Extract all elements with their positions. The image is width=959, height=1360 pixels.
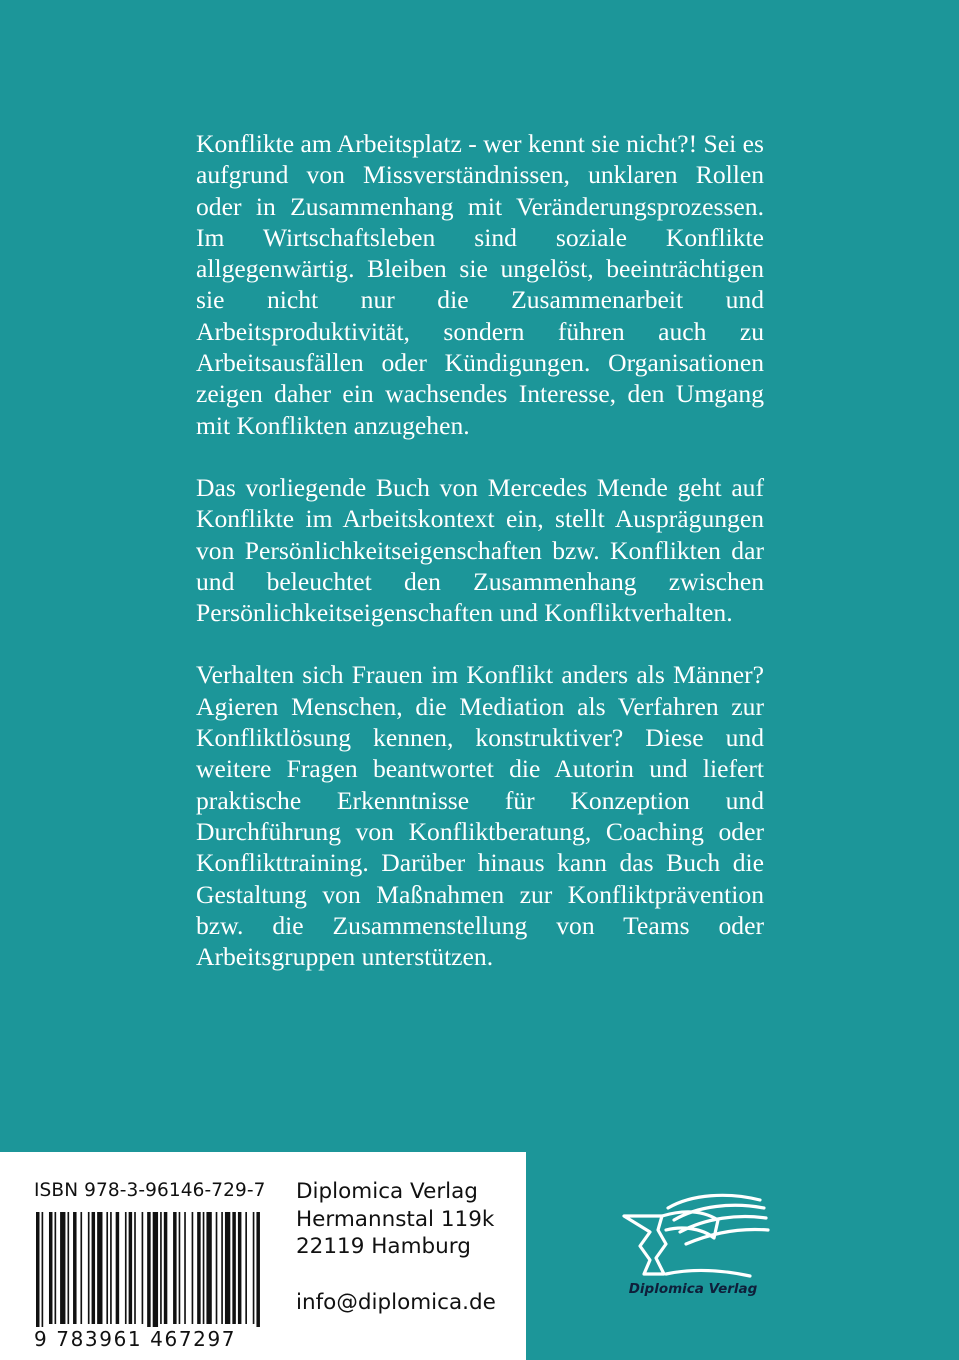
barcode-bar xyxy=(179,1212,181,1324)
back-cover-blurb xyxy=(196,128,764,1003)
blurb-paragraph-1: Konflikte am Arbeitsplatz - wer kennt sie nicht?! Sei es aufgrund von Missverständnissen, unklaren Rollen oder in Zusammenhang mit Veränderungsprozessen. Im Wirtschaftsleben sind soziale Konflikte allgegenwärtig. Bleiben sie ungelöst, beeinträchtigen sie nicht nur die Zusammenarbeit und Arbeitsproduktivität, sondern führen auch zu Arbeitsausfällen oder Kündigungen. Organisationen zeigen daher ein wachsendes Interesse, den Umgang mit Konflikten anzugehen. xyxy=(196,129,764,440)
barcode-bar xyxy=(116,1212,120,1324)
barcode-bar xyxy=(160,1212,162,1324)
barcode-bar xyxy=(42,1212,44,1332)
logo-wordmark: Diplomica Verlag xyxy=(628,1281,758,1297)
barcode-bar xyxy=(221,1212,223,1324)
publisher-address xyxy=(296,1178,494,1261)
address-city: 22119 Hamburg xyxy=(296,1234,471,1259)
barcode-bar xyxy=(238,1212,242,1324)
barcode-digits: 9 783961 467297 xyxy=(34,1327,264,1351)
barcode-bar xyxy=(142,1212,144,1324)
barcode-bar xyxy=(184,1212,186,1324)
barcode-bar xyxy=(80,1212,82,1324)
barcode xyxy=(34,1212,264,1332)
barcode-bar xyxy=(92,1212,96,1324)
barcode-bar xyxy=(106,1212,108,1324)
barcode-bar xyxy=(225,1212,230,1324)
publisher-info-box xyxy=(0,1152,526,1360)
barcode-bar xyxy=(173,1212,177,1324)
barcode-bar xyxy=(73,1212,77,1324)
barcode-bar xyxy=(67,1212,69,1324)
barcode-bar xyxy=(153,1212,158,1332)
blurb-paragraph-2: Das vorliegende Buch von Mercedes Mende geht auf Konflikte im Arbeitskontext ein, stellt Ausprägungen von Persönlichkeitseigenschaften bzw. Konflikten dar und beleuchtet den Zusammenhang zwischen Persönlichkeitseigenschaften und Konfliktverhalten. xyxy=(196,472,764,628)
barcode-bar xyxy=(134,1212,136,1324)
publisher-email: info@diplomica.de xyxy=(296,1290,496,1315)
barcode-bar xyxy=(253,1212,255,1324)
barcode-bar xyxy=(197,1212,201,1324)
barcode-bar xyxy=(110,1212,112,1324)
barcode-bar xyxy=(36,1212,40,1332)
barcode-bar xyxy=(256,1212,260,1332)
barcode-bar xyxy=(60,1212,65,1324)
publisher-name: Diplomica Verlag xyxy=(296,1179,478,1204)
barcode-bar xyxy=(203,1212,205,1324)
barcode-bar xyxy=(49,1212,53,1324)
barcode-bar xyxy=(192,1212,194,1324)
barcode-bar xyxy=(206,1212,211,1324)
barcode-bar xyxy=(232,1212,236,1324)
address-street: Hermannstal 119k xyxy=(296,1206,495,1232)
barcode-bar xyxy=(245,1212,247,1324)
barcode-bar xyxy=(129,1212,133,1324)
barcode-bar xyxy=(147,1212,151,1332)
barcode-bar xyxy=(164,1212,168,1324)
barcode-bar xyxy=(88,1212,90,1324)
barcode-bar xyxy=(216,1212,218,1324)
isbn-number: ISBN 978-3-96146-729-7 xyxy=(34,1180,266,1201)
barcode-bar xyxy=(125,1212,127,1324)
blurb-paragraph-3: Verhalten sich Frauen im Konflikt anders als Männer? Agieren Menschen, die Mediation als Verfahren zur Konfliktlösung kennen, konstruktiver? Diese und weitere Fragen beantwortet die Autorin und liefert praktische Erkenntnisse für Konzeption und Durchführung von Konfliktberatung, Coaching oder Konflikttraining. Darüber hinaus kann das Buch die Gestaltung von Maßnahmen zur Konfliktprävention bzw. die Zusammenstellung von Teams oder Arbeitsgruppen unterstützen. xyxy=(196,660,764,972)
barcode-bar xyxy=(55,1212,57,1324)
barcode-bar xyxy=(97,1212,102,1324)
